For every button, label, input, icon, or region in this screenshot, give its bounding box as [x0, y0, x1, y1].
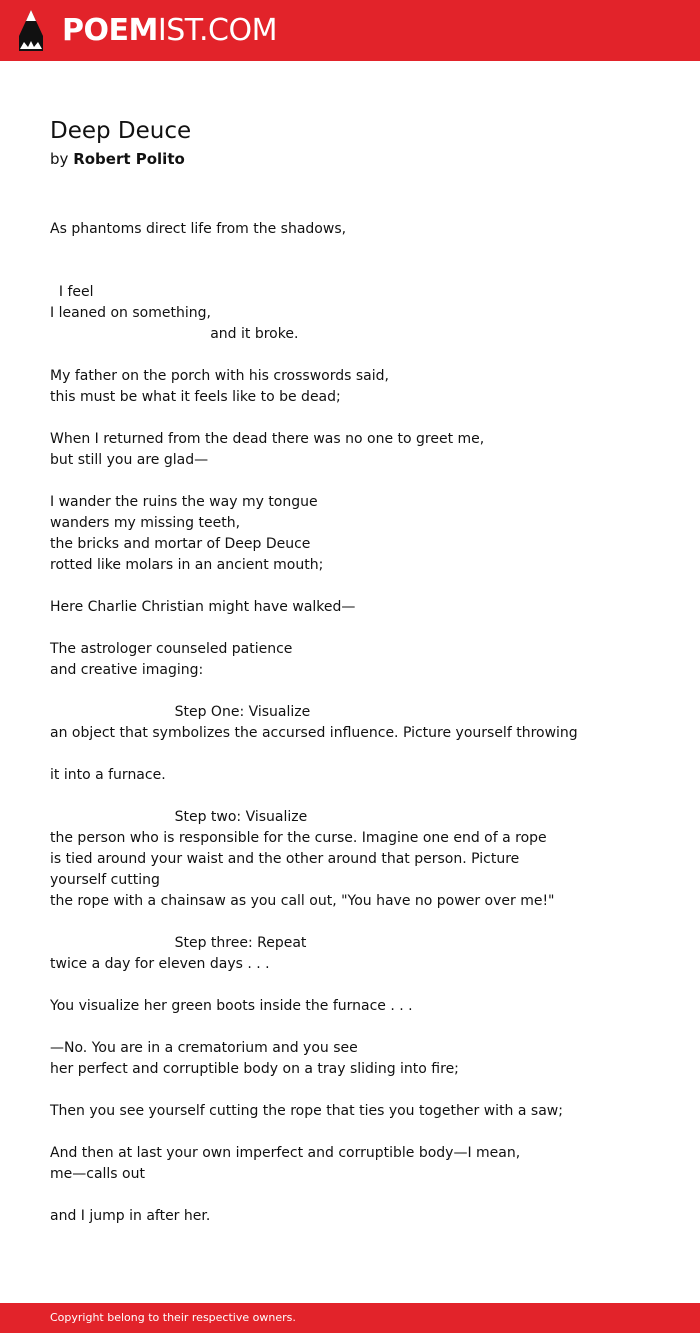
stanza-break — [50, 618, 650, 639]
poem-line: but still you are glad— — [50, 452, 209, 468]
poem-line: the person who is responsible for the curse. Imagine one end of a rope — [50, 830, 547, 846]
site-footer — [0, 1303, 700, 1333]
stanza-break — [50, 975, 650, 996]
poem-line: and it broke. — [50, 326, 299, 342]
poem-line: I leaned on something, — [50, 305, 211, 321]
poem-line: And then at last your own imperfect and corruptible body—I mean, — [50, 1145, 521, 1161]
poem-line: The astrologer counseled patience — [50, 641, 293, 657]
stanza-break — [50, 1080, 650, 1101]
poem-line: yourself cutting — [50, 872, 160, 888]
poem-line: Here Charlie Christian might have walked— — [50, 599, 356, 615]
poem-line: her perfect and corruptible body on a tray sliding into fire; — [50, 1061, 459, 1077]
poem-line: and creative imaging: — [50, 662, 204, 678]
poem-line: My father on the porch with his crosswords said, — [50, 368, 389, 384]
poem-line: —No. You are in a crematorium and you see — [50, 1040, 358, 1056]
pencil-tip-icon[interactable] — [18, 9, 44, 52]
poem-line: I feel — [50, 284, 94, 300]
poem-body — [50, 219, 650, 1227]
stanza-break — [50, 576, 650, 597]
poem-line: When I returned from the dead there was no one to greet me, — [50, 431, 485, 447]
poem-line: You visualize her green boots inside the furnace . . . — [50, 998, 413, 1014]
stanza-break — [50, 240, 650, 261]
stanza-break — [50, 912, 650, 933]
poem-line: I wander the ruins the way my tongue — [50, 494, 318, 510]
poem-line: Then you see yourself cutting the rope that ties you together with a saw; — [50, 1103, 563, 1119]
poem-line: rotted like molars in an ancient mouth; — [50, 557, 324, 573]
stanza-break — [50, 471, 650, 492]
stanza-break — [50, 744, 650, 765]
poem-line: twice a day for eleven days . . . — [50, 956, 270, 972]
poem-line: is tied around your waist and the other around that person. Picture — [50, 851, 520, 867]
stanza-break — [50, 408, 650, 429]
brand-bold-text: POEM — [62, 13, 158, 48]
site-header — [0, 0, 700, 61]
author-name: Robert Polito — [73, 150, 185, 168]
poem-line: me—calls out — [50, 1166, 145, 1182]
poem-line: Step One: Visualize — [50, 704, 311, 720]
brand-light-text: IST.COM — [157, 13, 277, 48]
poem-line: the rope with a chainsaw as you call out, "You have no power over me!" — [50, 893, 555, 909]
copyright-text: Copyright belong to their respective owners. — [50, 1311, 296, 1324]
stanza-break — [50, 1185, 650, 1206]
poem-line: it into a furnace. — [50, 767, 166, 783]
stanza-break — [50, 345, 650, 366]
stanza-break — [50, 681, 650, 702]
stanza-break — [50, 1122, 650, 1143]
by-label: by — [50, 150, 69, 168]
poem-line: the bricks and mortar of Deep Deuce — [50, 536, 311, 552]
poem-line: Step two: Visualize — [50, 809, 308, 825]
poem-line: an object that symbolizes the accursed influence. Picture yourself throwing — [50, 725, 578, 741]
stanza-break — [50, 261, 650, 282]
poem-line: wanders my missing teeth, — [50, 515, 241, 531]
poem-line: Step three: Repeat — [50, 935, 307, 951]
byline — [50, 149, 185, 169]
stanza-break — [50, 786, 650, 807]
stanza-break — [50, 1017, 650, 1038]
poem-title: Deep Deuce — [50, 118, 192, 144]
poem-line: and I jump in after her. — [50, 1208, 211, 1224]
site-logo-link[interactable] — [62, 12, 277, 50]
poem-line: this must be what it feels like to be dead; — [50, 389, 341, 405]
poem-line: As phantoms direct life from the shadows, — [50, 221, 347, 237]
